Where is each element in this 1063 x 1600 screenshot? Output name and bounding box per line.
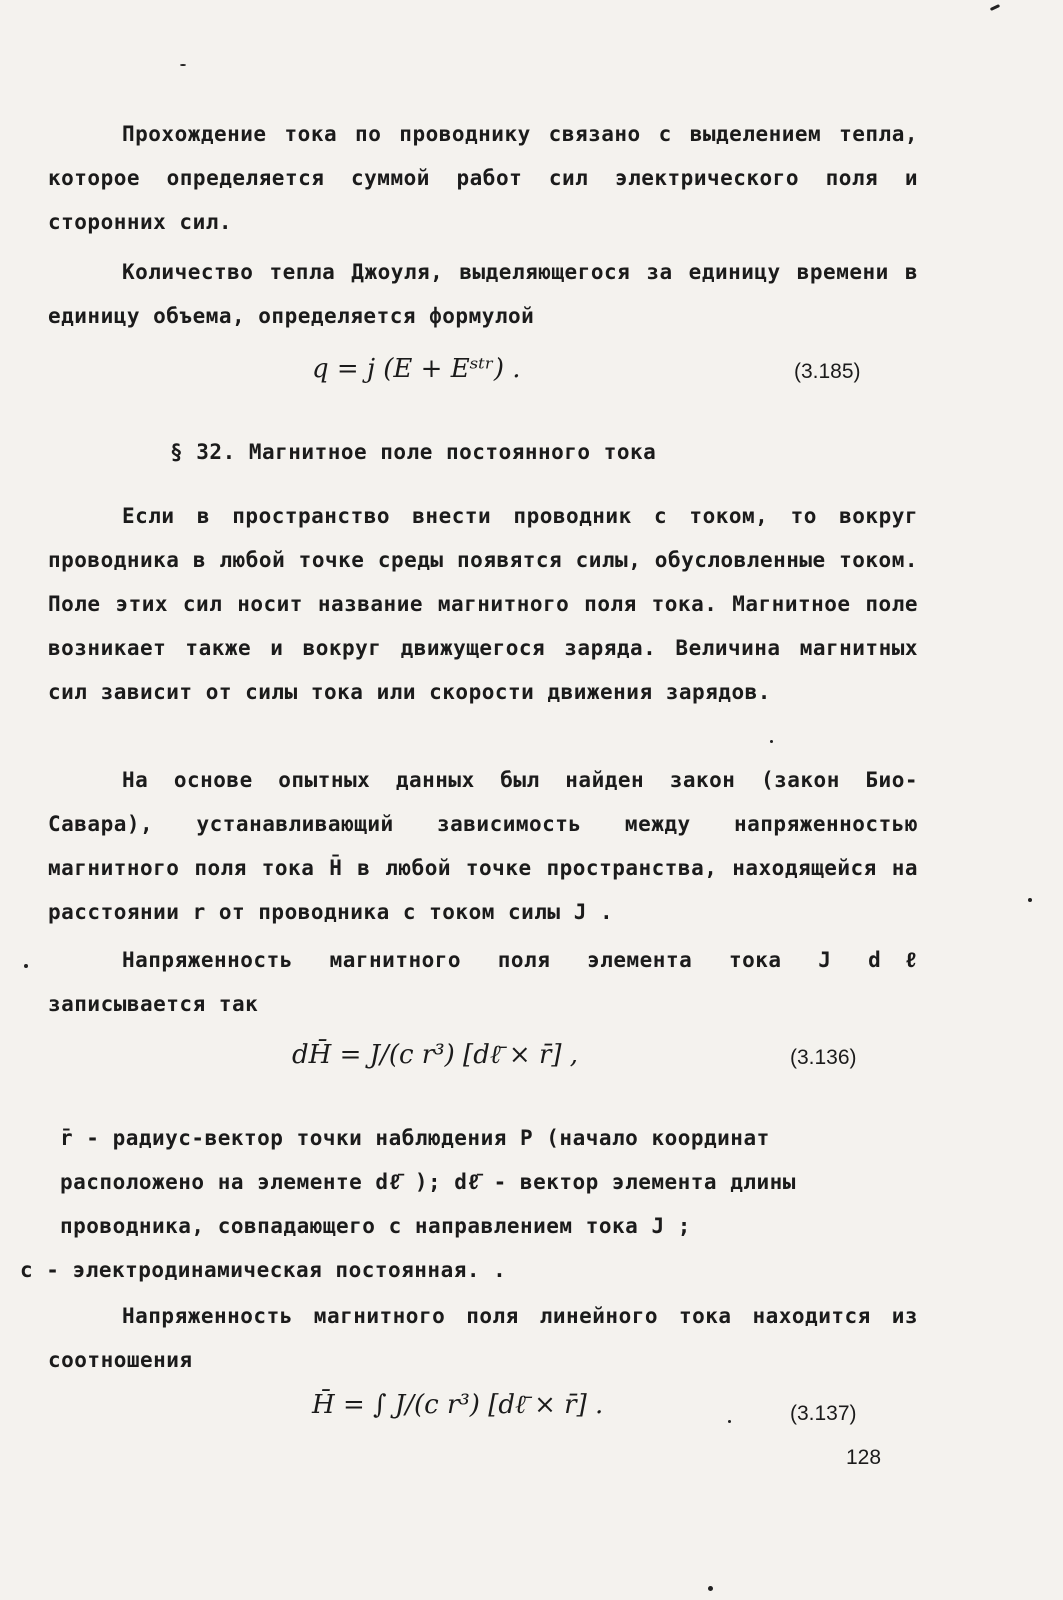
- paragraph-biot-savart: На основе опытных данных был найден закон (закон Био-Савара), устанавливающий зависимость между напряженностью магнитного поля тока H̄ в любой точке пространства, находящейся на расстоянии r от проводника с током силы J .: [48, 768, 918, 924]
- scan-speck: [1028, 898, 1032, 902]
- definition-radius-vector: r̄ - радиус-вектор точки наблюдения P (начало координат расположено на элементе dℓ̄ ); dℓ̄ - вектор элемента длины проводника, совпадающего с направлением тока J ;: [60, 1126, 796, 1238]
- scan-speck: [180, 64, 186, 66]
- equation-3-137: H̄ = ∫ J/(c r³) [dℓ̄ × r̄] .: [312, 1390, 604, 1420]
- equation-number-3-185: (3.185): [794, 360, 861, 383]
- equation-number-3-137: (3.137): [790, 1402, 857, 1425]
- equation-3-136: dH̄ = J/(c r³) [dℓ̄ × r̄] ,: [292, 1040, 579, 1070]
- equation-3-185: q = j (E + Eˢᵗʳ) .: [312, 354, 521, 384]
- equation-number-3-136: (3.136): [790, 1046, 857, 1069]
- definitions-block: [20, 1116, 920, 1292]
- paragraph-linear-current: Напряженность магнитного поля линейного тока находится из соотношения: [48, 1304, 918, 1372]
- scan-speck: [990, 4, 1000, 11]
- scan-speck: [770, 740, 773, 743]
- section-heading: § 32. Магнитное поле постоянного тока: [170, 440, 657, 464]
- page-number: 128: [846, 1446, 882, 1469]
- scan-speck: [708, 1586, 713, 1591]
- scan-speck: [728, 1420, 731, 1423]
- paragraph-current-element: Напряженность магнитного поля элемента тока J dℓ записывается так: [48, 948, 918, 1016]
- paragraph-joule-heat: Прохождение тока по проводнику связано с выделением тепла, которое определяется суммой работ сил электрического поля и сторонних сил.: [48, 122, 918, 234]
- scan-speck: [24, 964, 28, 968]
- definition-constant-c: c - электродинамическая постоянная. .: [20, 1258, 507, 1282]
- paragraph-magnetic-field: Если в пространство внести проводник с током, то вокруг проводника в любой точке среды появятся силы, обусловленные током. Поле этих сил носит название магнитного поля тока. Магнитное поле возникает также и вокруг движущегося заряда. Величина магнитных сил зависит от силы тока или скорости движения зарядов.: [48, 504, 918, 704]
- paragraph-joule-quantity: Количество тепла Джоуля, выделяющегося за единицу времени в единицу объема, определяется формулой: [48, 260, 918, 328]
